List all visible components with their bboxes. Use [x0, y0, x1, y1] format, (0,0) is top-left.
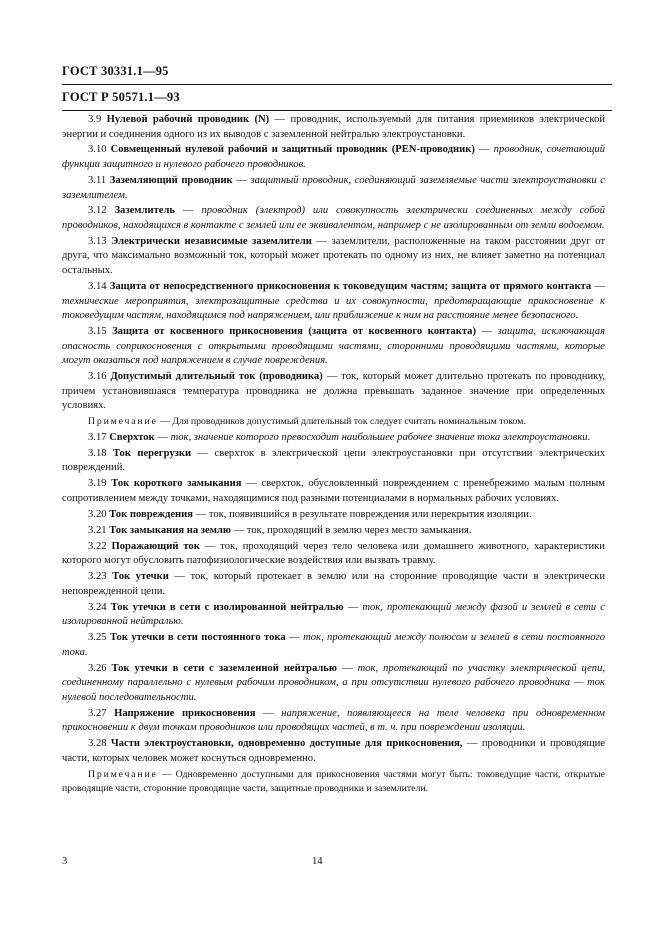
definition-dash: — [322, 371, 342, 383]
definition-dash: — [255, 707, 282, 719]
definition-number: 3.9 [88, 114, 102, 125]
note-1-label: Примечание [88, 416, 158, 428]
definition-paragraph [62, 370, 605, 414]
definition-text: ток, протекающий между полюсом и землей в сети постоянного тока. [62, 632, 606, 658]
definition-text: ток, который протекает в землю или на сторонние проводящие части в электрически неповрежденной цепи. [62, 571, 605, 597]
note-1 [62, 415, 605, 430]
definition-number: 3.10 [88, 144, 107, 156]
definition-term: Ток утечки в сети с изолированной нейтралью [110, 601, 344, 613]
definition-dash: — [462, 738, 482, 750]
note-2-text: — Одновременно доступными для прикосновения частями могут быть: токоведущие части, открытые проводящие части, сторонние проводящие части, защитные проводники и заземлители. [62, 768, 605, 795]
definition-number: 3.27 [88, 707, 107, 719]
footer-left-number: 3 [62, 856, 68, 867]
definition-dash: — [192, 508, 209, 520]
document-body [62, 113, 605, 798]
definition-dash: — [476, 326, 498, 337]
definition-number: 3.20 [88, 508, 107, 520]
definition-paragraph [62, 447, 605, 476]
definition-paragraph [62, 737, 605, 766]
definitions-group-2 [62, 431, 605, 766]
definition-paragraph [62, 143, 605, 172]
definition-number: 3.12 [88, 205, 107, 217]
definition-paragraph [62, 631, 605, 660]
document-header [62, 62, 612, 114]
definition-text: заземлители, расположенные на таком расстоянии друг от друга, что максимально возможный ток, который может протекать по одному из них, не влияет заметно на потенциал остальных. [62, 235, 605, 277]
definition-dash: — [474, 144, 494, 156]
definition-paragraph [62, 508, 605, 523]
definition-term: Ток короткого замыкания [111, 478, 242, 490]
definition-paragraph [62, 280, 605, 324]
definition-text: напряжение, появляющееся на теле человека при одновременном прикосновении к двум точкам проводников или проводящих частей, в т. ч. при повреждении изоляции. [62, 707, 605, 734]
definition-text: ток, значение которого превосходит наибольшее рабочее значение тока электроустановки. [170, 432, 591, 443]
definition-paragraph [62, 431, 605, 446]
definition-term: Поражающий ток [111, 540, 200, 552]
definition-number: 3.25 [88, 632, 107, 644]
definition-dash: — [168, 571, 191, 583]
definition-number: 3.13 [88, 235, 107, 247]
definition-dash: — [154, 432, 171, 443]
definition-term: Совмещенный нулевой рабочий и защитный проводник (PEN-проводник) [110, 144, 475, 156]
definition-paragraph [62, 570, 605, 599]
definition-paragraph [62, 540, 605, 569]
definition-text: проводник, сочетающий функции защитного и нулевого рабочего проводников. [62, 144, 605, 171]
definition-text: ток, который может длительно протекать по проводнику, причем установившаяся температура проводника не должна превышать заданное значение при определенных условиях. [62, 371, 605, 412]
definition-number: 3.26 [88, 662, 107, 674]
definition-paragraph [62, 113, 605, 142]
definition-text: ток, протекающий между фазой и землей в сети с изолированной нейтралью. [62, 601, 605, 628]
definition-term: Допустимый длительный ток (проводника) [110, 371, 323, 383]
definition-number: 3.21 [88, 524, 107, 536]
definition-text: проводник, используемый для питания приемников электрической энергии и соединения одного из их выводов с заземленной нейтралью электроустановки. [62, 114, 606, 140]
note-2-label: Примечание [88, 768, 158, 780]
definition-number: 3.22 [88, 540, 107, 552]
definition-dash: — [175, 205, 202, 217]
definition-text: ток, проходящий через тело человека или домашнего животного, характеристики которого могут обусловить патофизиологические воздействия или вызвать травму. [62, 540, 605, 567]
definition-text: сверхток в электрической цепи электроустановки при отсутствии электрических повреждений. [62, 447, 606, 474]
definition-paragraph [62, 204, 605, 233]
definition-term: Защита от косвенного прикосновения (защита от косвенного контакта) [112, 326, 476, 337]
definition-paragraph [62, 662, 605, 706]
definition-paragraph [62, 235, 605, 279]
definition-dash: — [199, 540, 221, 552]
definition-term: Нулевой рабочий проводник (N) [106, 114, 270, 125]
definition-text: ток, протекающий по участку электрической цепи, соединенному параллельно с нулевым рабочим проводником, а при отсутствии нулевого рабочего проводника — ток нулевой последовательности. [62, 662, 606, 703]
definition-term: Заземлитель [114, 205, 176, 217]
definition-paragraph [62, 524, 605, 539]
definition-text: технические мероприятия, электрозащитные средства и их совокупности, предотвращающие прикосновение к токоведущим частям, находящимся под напряжением, или приближение к ним на расстояние менее безопасного. [62, 295, 605, 322]
definition-dash: — [285, 632, 304, 644]
definition-dash: — [311, 235, 332, 247]
definition-number: 3.17 [88, 432, 107, 443]
definition-number: 3.14 [88, 280, 107, 292]
definition-term: Ток утечки [112, 571, 169, 583]
definition-number: 3.15 [88, 326, 107, 337]
definition-text: проводники и проводящие части, которых человек может коснуться одновременно. [62, 738, 605, 764]
definition-term: Ток замыкания на землю [109, 524, 231, 536]
definition-term: Ток повреждения [109, 508, 193, 520]
note-2 [62, 768, 605, 797]
header-standard-1: ГОСТ 30331.1—95 [62, 64, 169, 78]
definition-dash: — [336, 662, 358, 674]
definition-number: 3.11 [88, 174, 107, 186]
definition-text: сверхток, обусловленный повреждением с пренебрежимо малым полным сопротивлением между точками, находящимися под разными потенциалами в нормальных рабочих условиях. [62, 478, 605, 504]
definition-text: защита, исключающая опасность соприкосновения с открытыми проводящими частями, сторонними проводящими частями, которые могут оказаться под напряжением в случае повреждения. [62, 326, 606, 367]
definition-term: Части электроустановки, одновременно доступные для прикосновения, [110, 738, 463, 750]
definition-number: 3.24 [88, 601, 107, 613]
definition-term: Защита от непосредственного прикосновения к токоведущим частям; защита от прямого контакта [109, 280, 592, 292]
definition-paragraph [62, 477, 605, 506]
definition-term: Заземляющий проводник [109, 174, 233, 186]
definition-term: Электрически независимые заземлители [111, 235, 312, 247]
definition-text: проводник (электрод) или совокупность электрически соединенных между собой проводников, находящихся в контакте с землей или ее эквивалентом, например с не изолированным от земли водоемом. [62, 205, 605, 231]
definition-term: Ток перегрузки [112, 447, 192, 459]
header-standard-2: ГОСТ Р 50571.1—93 [62, 90, 180, 104]
definition-number: 3.18 [88, 447, 107, 459]
definitions-group-1 [62, 113, 605, 414]
definition-term: Сверхток [109, 432, 155, 443]
definition-term: Напряжение прикосновения [114, 707, 256, 719]
definition-dash: — [591, 280, 606, 292]
definition-dash: — [191, 447, 215, 459]
definition-number: 3.23 [88, 571, 107, 583]
definition-number: 3.19 [88, 478, 107, 490]
definition-paragraph [62, 601, 605, 630]
header-divider [62, 84, 612, 85]
definition-dash: — [241, 478, 262, 490]
definition-paragraph [62, 325, 605, 369]
definition-paragraph [62, 707, 605, 736]
definition-number: 3.28 [88, 738, 107, 750]
header-divider-bottom [62, 110, 612, 111]
definition-text: ток, появившийся в результате повреждения или перекрытия изоляции. [208, 508, 532, 520]
definition-text: ток, проходящий в землю через место замыкания. [246, 524, 472, 536]
definition-dash: — [343, 601, 363, 613]
definition-paragraph [62, 174, 605, 203]
definition-number: 3.16 [88, 371, 107, 383]
note-1-text: — Для проводников допустимый длительный ток следует считать номинальным током. [157, 416, 526, 428]
definition-text: защитный проводник, соединяющий заземляемые части электроустановки с заземлителем. [62, 174, 605, 201]
definition-term: Ток утечки в сети постоянного тока [109, 632, 286, 644]
page-number: 14 [312, 856, 323, 867]
definition-term: Ток утечки в сети с заземленной нейтралью [111, 662, 337, 674]
definition-dash: — [230, 524, 247, 536]
definition-dash: — [269, 114, 291, 125]
definition-dash: — [232, 174, 251, 186]
